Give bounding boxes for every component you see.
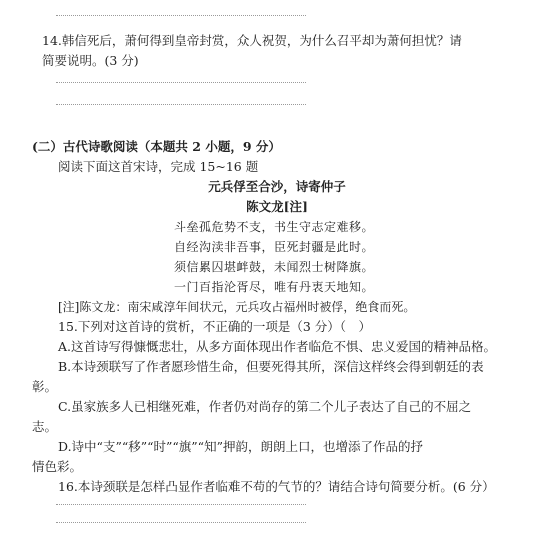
answer-line: [56, 104, 306, 105]
option-c-continued: 志。: [32, 419, 58, 434]
question-14-line-2: 简要说明。(3 分): [42, 53, 139, 68]
option-a: A.这首诗写得慷慨悲壮，从多方面体现出作者临危不惧、忠义爱国的精神品格。: [58, 339, 497, 354]
option-d: D.诗中“支”“移”“时”“旗”“知”押韵，朗朗上口，也增添了作品的抒: [58, 439, 423, 454]
option-c: C.虽家族多人已相继死难，作者仍对尚存的第二个儿子表达了自己的不屈之: [58, 399, 472, 414]
poem-line: 须信累囚堪衅鼓，未闻烈士树降旗。: [174, 260, 375, 274]
poem-line: 斗垒孤危势不支，书生守志定难移。: [174, 220, 375, 234]
section-heading: (二）古代诗歌阅读（本题共 2 小题，9 分）: [32, 139, 281, 154]
answer-line: [56, 522, 306, 523]
answer-line: [56, 504, 306, 505]
answer-line: [56, 15, 306, 16]
poem-line: 一门百指沦胥尽，唯有丹衷天地知。: [174, 280, 375, 294]
question-14-line-1: 14.韩信死后，萧何得到皇帝封赏，众人祝贺，为什么召平却为萧何担忧？请: [42, 33, 462, 48]
question-16-stem: 16.本诗颈联是怎样凸显作者临难不苟的气节的？请结合诗句简要分析。(6 分）: [58, 479, 495, 494]
poem-line: 自经沟渎非吾事，臣死封疆是此时。: [174, 240, 375, 254]
poem-author: 陈文龙[注]: [246, 199, 308, 214]
poem-note: [注]陈文龙：南宋咸淳年间状元，元兵攻占福州时被俘，绝食而死。: [58, 300, 416, 314]
option-d-continued: 情色彩。: [32, 459, 83, 474]
option-b: B.本诗颈联写了作者愿珍惜生命，但要死得其所，深信这样终会得到朝廷的表: [58, 359, 484, 374]
option-b-continued: 彰。: [32, 379, 58, 394]
answer-line: [56, 82, 306, 83]
section-instruction: 阅读下面这首宋诗，完成 15~16 题: [58, 159, 259, 174]
question-15-stem: 15.下列对这首诗的赏析，不正确的一项是（3 分）（ ）: [58, 319, 372, 334]
poem-title: 元兵俘至合沙，诗寄仲子: [208, 179, 346, 194]
